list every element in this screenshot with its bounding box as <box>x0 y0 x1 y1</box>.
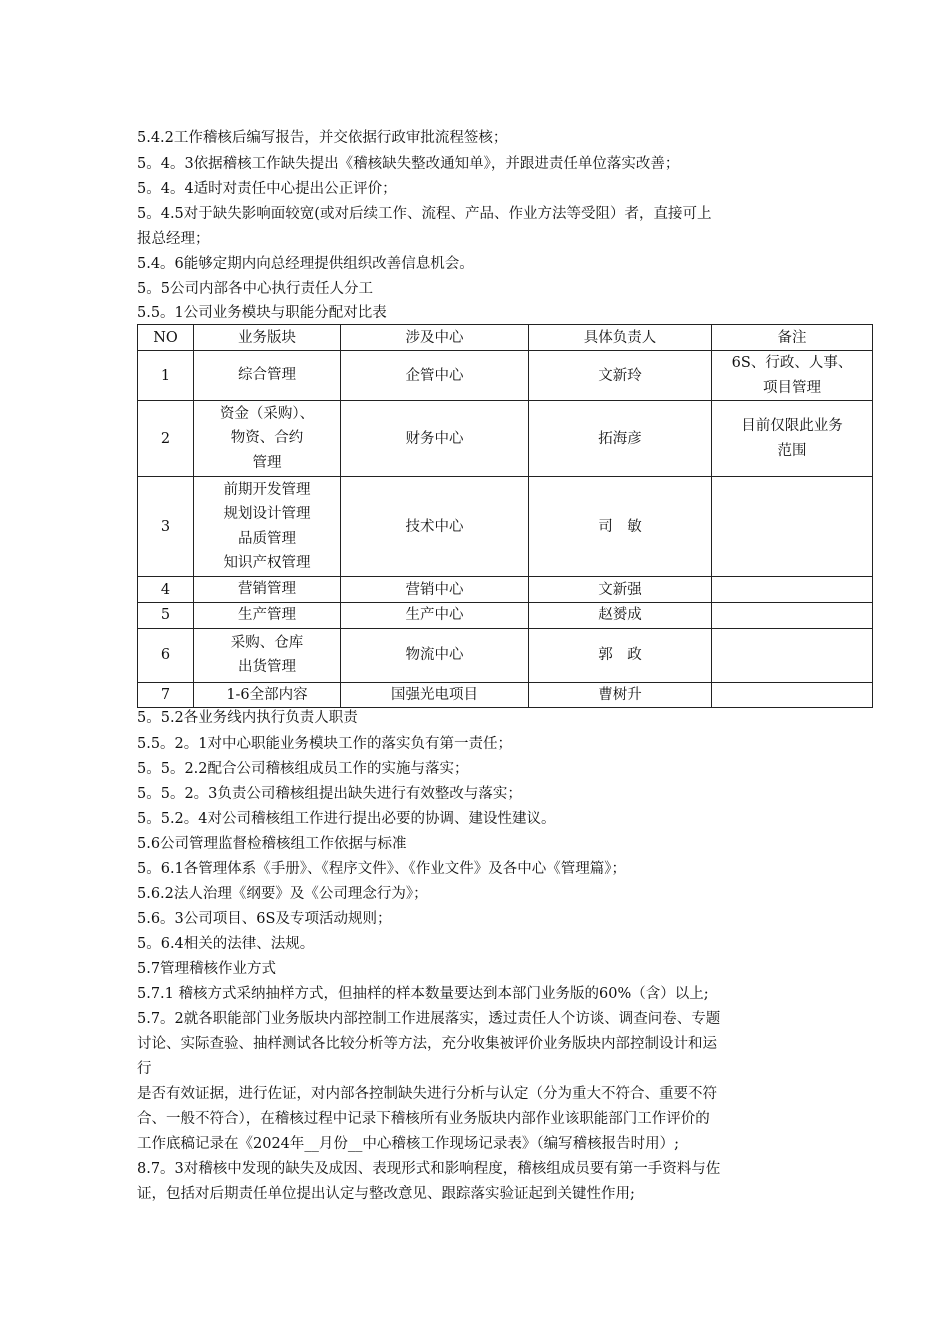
header-no: NO <box>138 325 194 351</box>
cell-no: 7 <box>138 682 194 708</box>
header-module: 业务版块 <box>194 325 341 351</box>
cell-no: 3 <box>138 477 194 577</box>
cell-module: 资金（采购）、 物资、合约 管理 <box>194 401 341 477</box>
paragraph-5-6-4: 5。6.4相关的法律、法规。 <box>137 936 315 952</box>
cell-module: 前期开发管理 规划设计管理 品质管理 知识产权管理 <box>194 477 341 577</box>
cell-no: 4 <box>138 577 194 603</box>
table-row <box>138 577 873 603</box>
cell-center: 企管中心 <box>341 351 529 401</box>
cell-person: 拓海彦 <box>529 401 712 477</box>
cell-center: 生产中心 <box>341 603 529 629</box>
heading-5-7: 5.7管理稽核作业方式 <box>137 961 277 977</box>
cell-person: 郭 政 <box>529 628 712 682</box>
paragraph-5-4-6: 5.4。6能够定期内向总经理提供组织改善信息机会。 <box>137 256 474 272</box>
paragraph-5-5-2-1: 5.5。2。1对中心职能业务模块工作的落实负有第一责任； <box>137 736 513 752</box>
paragraph-5-4-2: 5.4.2工作稽核后编写报告，并交依据行政审批流程签核； <box>137 130 508 146</box>
paragraph-5-7-2-line-5: 合、一般不符合），在稽核过程中记录下稽核所有业务版块内部作业该职能部门工作评价的 <box>137 1111 710 1127</box>
paragraph-5-5-2-2: 5。5。2.2配合公司稽核组成员工作的实施与落实； <box>137 761 469 777</box>
table-header-row <box>138 325 873 351</box>
cell-note: 目前仅限此业务 范围 <box>712 401 873 477</box>
cell-person: 赵赟成 <box>529 603 712 629</box>
cell-note: 6S、行政、人事、 项目管理 <box>712 351 873 401</box>
paragraph-5-6-3: 5.6。3公司项目、6S及专项活动规则； <box>137 911 392 927</box>
paragraph-5-5-2-4: 5。5.2。4对公司稽核组工作进行提出必要的协调、建设性建议。 <box>137 811 556 827</box>
table-row <box>138 628 873 682</box>
paragraph-5-4-5: 5。4.5对于缺失影响面较宽(或对后续工作、流程、产品、作业方法等受阻）者，直接可上 <box>137 206 712 222</box>
cell-center: 国强光电项目 <box>341 682 529 708</box>
paragraph-5-4-5-cont: 报总经理； <box>137 231 210 247</box>
table-row <box>138 682 873 708</box>
cell-module: 生产管理 <box>194 603 341 629</box>
paragraph-5-7-2-line-6: 工作底稿记录在《2024年__月份__中心稽核工作现场记录表》（编写稽核报告时用）; <box>137 1136 680 1152</box>
paragraph-5-7-2-line-3: 行 <box>137 1061 152 1077</box>
cell-module: 综合管理 <box>194 351 341 401</box>
cell-note <box>712 682 873 708</box>
cell-module: 采购、仓库 出货管理 <box>194 628 341 682</box>
paragraph-5-7-2-line-4: 是否有效证据，进行佐证，对内部各控制缺失进行分析与认定（分为重大不符合、重要不符 <box>137 1086 717 1102</box>
cell-note <box>712 628 873 682</box>
cell-note <box>712 577 873 603</box>
paragraph-5-7-2-line-2: 讨论、实际查验、抽样测试各比较分析等方法，充分收集被评价业务版块内部控制设计和运 <box>137 1036 717 1052</box>
table-row <box>138 401 873 477</box>
cell-center: 技术中心 <box>341 477 529 577</box>
cell-note <box>712 603 873 629</box>
heading-5-5: 5。5公司内部各中心执行责任人分工 <box>137 281 373 297</box>
paragraph-5-7-2-line-1: 5.7。2就各职能部门业务版块内部控制工作进展落实，透过责任人个访谈、调查问卷、专题 <box>137 1011 721 1027</box>
paragraph-5-7-1: 5.7.1 稽核方式采纳抽样方式，但抽样的样本数量要达到本部门业务版的60%（含）以上; <box>137 986 709 1002</box>
cell-center: 财务中心 <box>341 401 529 477</box>
paragraph-5-4-4: 5。4。4适时对责任中心提出公正评价； <box>137 181 397 197</box>
responsibility-table <box>137 324 873 708</box>
table-row <box>138 477 873 577</box>
table-row <box>138 351 873 401</box>
cell-note <box>712 477 873 577</box>
paragraph-8-7-3-line-2: 证，包括对后期责任单位提出认定与整改意见、跟踪落实验证起到关键性作用; <box>137 1186 635 1202</box>
paragraph-5-4-3: 5。4。3依据稽核工作缺失提出《稽核缺失整改通知单》，并跟进责任单位落实改善； <box>137 156 680 172</box>
heading-5-6: 5.6公司管理监督检稽核组工作依据与标准 <box>137 836 407 852</box>
cell-center: 物流中心 <box>341 628 529 682</box>
paragraph-8-7-3-line-1: 8.7。3对稽核中发现的缺失及成因、表现形式和影响程度，稽核组成员要有第一手资料与佐 <box>137 1161 721 1177</box>
cell-no: 1 <box>138 351 194 401</box>
cell-no: 5 <box>138 603 194 629</box>
paragraph-5-6-1: 5。6.1各管理体系《手册》、《程序文件》、《作业文件》及各中心《管理篇》； <box>137 861 627 877</box>
cell-no: 6 <box>138 628 194 682</box>
paragraph-5-6-2: 5.6.2法人治理《纲要》及《公司理念行为》； <box>137 886 428 902</box>
cell-person: 曹树升 <box>529 682 712 708</box>
cell-module: 营销管理 <box>194 577 341 603</box>
header-note: 备注 <box>712 325 873 351</box>
heading-5-5-2: 5。5.2各业务线内执行负责人职责 <box>137 710 358 726</box>
header-center: 涉及中心 <box>341 325 529 351</box>
cell-no: 2 <box>138 401 194 477</box>
cell-person: 文新玲 <box>529 351 712 401</box>
table-row <box>138 603 873 629</box>
cell-module: 1-6全部内容 <box>194 682 341 708</box>
cell-center: 营销中心 <box>341 577 529 603</box>
cell-person: 文新强 <box>529 577 712 603</box>
cell-person: 司 敏 <box>529 477 712 577</box>
heading-5-5-1: 5.5。1公司业务模块与职能分配对比表 <box>137 305 387 321</box>
header-person: 具体负责人 <box>529 325 712 351</box>
paragraph-5-5-2-3: 5。5。2。3负责公司稽核组提出缺失进行有效整改与落实； <box>137 786 522 802</box>
